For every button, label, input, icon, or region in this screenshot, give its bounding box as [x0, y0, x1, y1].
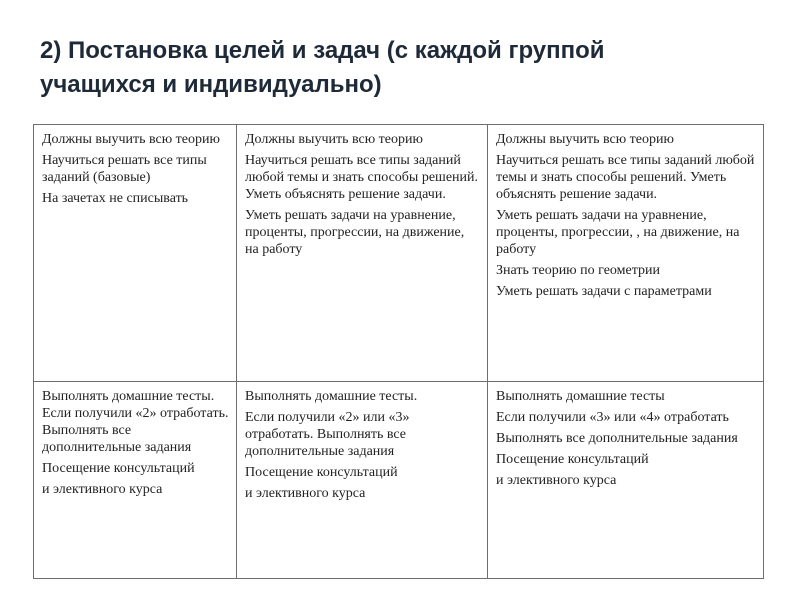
cell-text: Посещение консультаций — [245, 465, 398, 480]
cell-text: Научиться решать все типы заданий любой темы и знать способы решений. Уметь объяснять решение задачи. — [496, 153, 755, 202]
cell-text: На зачетах не списывать — [42, 191, 189, 206]
cell-text: и элективного курса — [245, 486, 366, 501]
cell-text: и элективного курса — [496, 473, 617, 488]
table-cell — [34, 382, 237, 579]
slide-title-line-2: учащихся и индивидуально) — [40, 71, 382, 98]
cell-text: Выполнять все дополнительные задания — [496, 431, 738, 446]
table-row — [34, 125, 764, 382]
cell-text: Знать теорию по геометрии — [496, 263, 660, 278]
cell-text: Посещение консультаций — [42, 461, 195, 476]
cell-text: Выполнять домашние тесты. Если получили «2» отработать. Выполнять все дополнительные задания — [42, 389, 229, 455]
table-cell — [34, 125, 237, 382]
table-cell — [488, 382, 764, 579]
cell-text: Уметь решать задачи на уравнение, проценты, прогрессии, на движение, на работу — [245, 208, 465, 257]
goals-table — [33, 124, 764, 579]
table-cell — [237, 382, 488, 579]
cell-text: Должны выучить всю теорию — [42, 132, 220, 147]
cell-text: Научиться решать все типы заданий (базовые) — [42, 153, 207, 185]
table-cell — [488, 125, 764, 382]
cell-text: Выполнять домашние тесты — [496, 389, 665, 404]
cell-text: Посещение консультаций — [496, 452, 649, 467]
slide-title-line-1: 2) Постановка целей и задач (с каждой группой — [40, 37, 605, 64]
table-row — [34, 382, 764, 579]
cell-text: и элективного курса — [42, 482, 163, 497]
cell-text: Если получили «3» или «4» отработать — [496, 410, 729, 425]
cell-text: Уметь решать задачи с параметрами — [496, 284, 712, 299]
cell-text: Уметь решать задачи на уравнение, проценты, прогрессии, , на движение, на работу — [496, 208, 740, 257]
cell-text: Научиться решать все типы заданий любой темы и знать способы решений. Уметь объяснять решение задачи. — [245, 153, 479, 202]
slide-title — [40, 34, 740, 102]
cell-text: Если получили «2» или «3» отработать. Выполнять все дополнительные задания — [245, 410, 410, 459]
table-cell — [237, 125, 488, 382]
cell-text: Должны выучить всю теорию — [245, 132, 423, 147]
cell-text: Выполнять домашние тесты. — [245, 389, 418, 404]
cell-text: Должны выучить всю теорию — [496, 132, 674, 147]
